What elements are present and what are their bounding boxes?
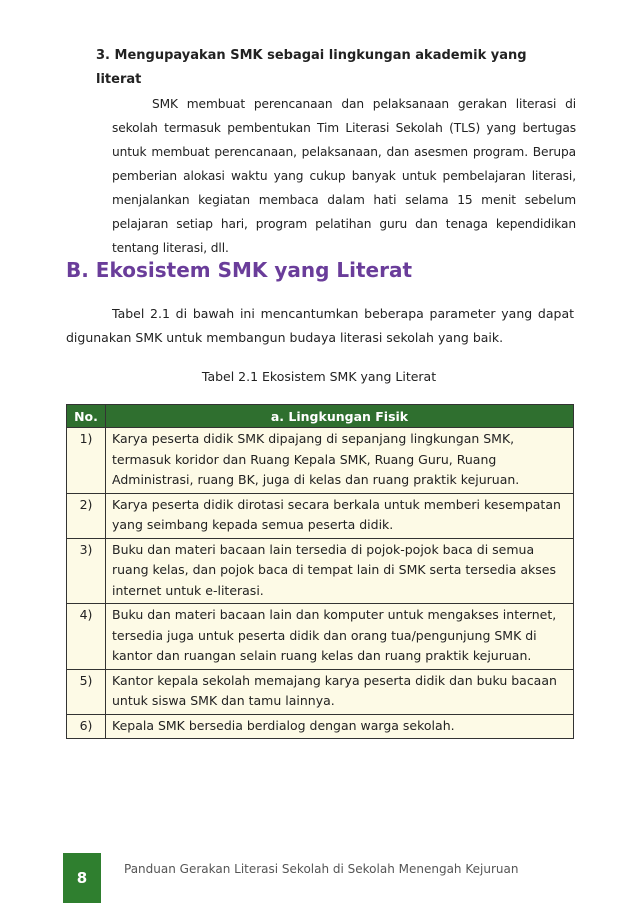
page-number-badge: [63, 853, 101, 903]
footer-title: Panduan Gerakan Literasi Sekolah di Sekolah Menengah Kejuruan: [124, 862, 519, 876]
header-no: No.: [67, 405, 106, 428]
row-number: 1): [67, 428, 106, 494]
table-header-row: [67, 405, 574, 428]
row-text: Kepala SMK bersedia berdialog dengan warga sekolah.: [106, 714, 574, 739]
row-number: 6): [67, 714, 106, 739]
table-row: [67, 538, 574, 604]
page-number: 8: [76, 869, 88, 887]
row-number: 4): [67, 604, 106, 670]
list-item-heading: 3. Mengupayakan SMK sebagai lingkungan akademik yang literat: [96, 48, 527, 87]
row-text: Buku dan materi bacaan lain dan komputer untuk mengakses internet, tersedia juga untuk peserta didik dan orang tua/pengunjung SMK di kantor dan ruangan selain ruang kelas dan ruang praktik kejuruan.: [106, 604, 574, 670]
table-row: [67, 669, 574, 714]
section-intro: Tabel 2.1 di bawah ini mencantumkan beberapa parameter yang dapat digunakan SMK untuk membangun budaya literasi sekolah yang baik.: [66, 306, 574, 345]
header-title: a. Lingkungan Fisik: [106, 405, 574, 428]
list-item-3: [96, 44, 576, 260]
row-number: 5): [67, 669, 106, 714]
table-caption: Tabel 2.1 Ekosistem SMK yang Literat: [201, 369, 437, 384]
table-row: [67, 428, 574, 494]
row-text: Kantor kepala sekolah memajang karya peserta didik dan buku bacaan untuk siswa SMK dan tamu lainnya.: [106, 669, 574, 714]
table-row: [67, 493, 574, 538]
table-row: [67, 604, 574, 670]
row-number: 2): [67, 493, 106, 538]
row-text: Karya peserta didik dirotasi secara berkala untuk memberi kesempatan yang seimbang kepada semua peserta didik.: [106, 493, 574, 538]
ecosystem-table: [66, 404, 574, 739]
table-row: [67, 714, 574, 739]
row-text: Buku dan materi bacaan lain tersedia di pojok-pojok baca di semua ruang kelas, dan pojok baca di tempat lain di SMK serta tersedia akses internet untuk e-literasi.: [106, 538, 574, 604]
row-number: 3): [67, 538, 106, 604]
row-text: Karya peserta didik SMK dipajang di sepanjang lingkungan SMK, termasuk koridor dan Ruang Kepala SMK, Ruang Guru, Ruang Administrasi, ruang BK, juga di kelas dan ruang praktik kejuruan.: [106, 428, 574, 494]
list-item-body: SMK membuat perencanaan dan pelaksanaan gerakan literasi di sekolah termasuk pembentukan Tim Literasi Sekolah (TLS) yang bertugas untuk membuat perencanaan, pelaksanaan, dan asesmen program. Berupa pemberian alokasi waktu yang cukup banyak untuk pembelajaran literasi, menjalankan kegiatan membaca dalam hati selama 15 menit sebelum pelajaran setiap hari, program pelatihan guru dan tenaga kependidikan tentang literasi, dll.: [112, 97, 576, 255]
section-title: B. Ekosistem SMK yang Literat: [66, 258, 413, 282]
